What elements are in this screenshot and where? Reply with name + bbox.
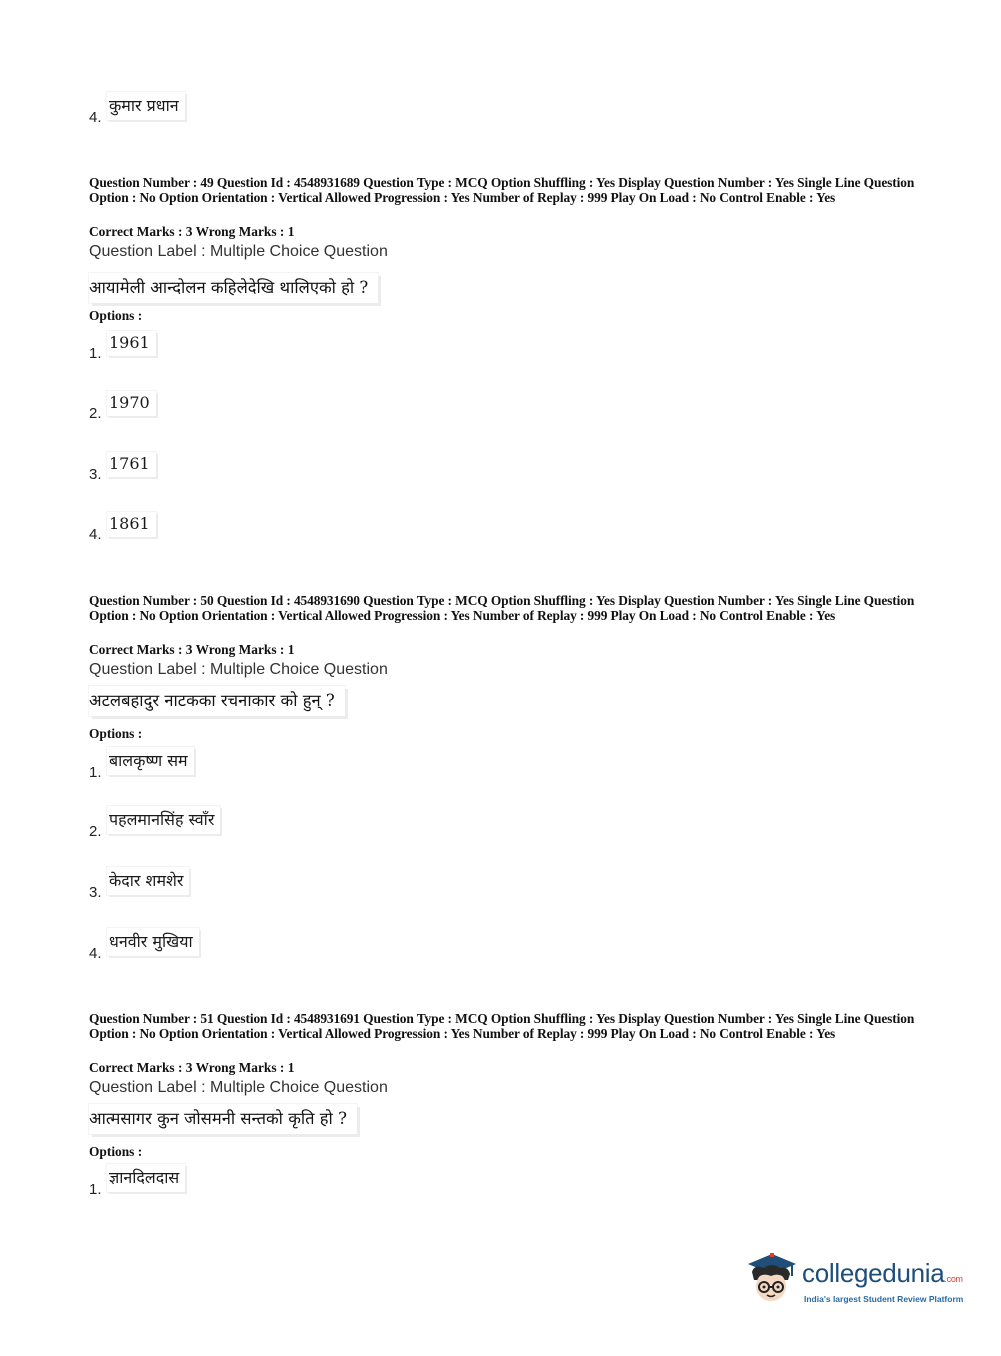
question-meta: Question Number : 51 Question Id : 4548931691 Question Type : MCQ Option Shuffling : Yes Display Question Number : Yes Single Line Question Option : No Option Orientation : Vertical Allowed Progression : Yes Number of Replay : 999 Play On Load : No Control Enable : Yes bbox=[89, 1011, 915, 1041]
question-text: आयामेली आन्दोलन कहिलेदेखि थालिएको हो ? bbox=[89, 273, 378, 303]
options-label: Options : bbox=[89, 308, 143, 323]
logo-suffix: .com bbox=[944, 1274, 963, 1284]
question-marks: Correct Marks : 3 Wrong Marks : 1 bbox=[89, 642, 295, 657]
option-text: ज्ञानदिलदास bbox=[107, 1164, 185, 1192]
collegedunia-logo bbox=[742, 1250, 972, 1312]
options-label: Options : bbox=[89, 1144, 143, 1159]
question-label: Question Label : Multiple Choice Question bbox=[89, 661, 388, 678]
question-marks: Correct Marks : 3 Wrong Marks : 1 bbox=[89, 1060, 295, 1075]
option-number: 2. bbox=[89, 405, 102, 422]
option-text: धनवीर मुखिया bbox=[107, 928, 199, 956]
option-text: 1970 bbox=[107, 391, 156, 416]
option-text: पहलमानसिंह स्वाँर bbox=[107, 806, 220, 834]
option-number: 1. bbox=[89, 764, 102, 781]
option-text: केदार शमशेर bbox=[107, 867, 189, 895]
option-number: 3. bbox=[89, 884, 102, 901]
option-number: 3. bbox=[89, 466, 102, 483]
option-number: 1. bbox=[89, 1181, 102, 1198]
option-text: कुमार प्रधान bbox=[107, 92, 185, 120]
option-number: 4. bbox=[89, 945, 102, 962]
question-label: Question Label : Multiple Choice Question bbox=[89, 243, 388, 260]
question-meta: Question Number : 49 Question Id : 4548931689 Question Type : MCQ Option Shuffling : Yes Display Question Number : Yes Single Line Question Option : No Option Orientation : Vertical Allowed Progression : Yes Number of Replay : 999 Play On Load : No Control Enable : Yes bbox=[89, 175, 915, 205]
options-label: Options : bbox=[89, 726, 143, 741]
question-text: आत्मसागर कुन जोसमनी सन्तको कृति हो ? bbox=[89, 1104, 357, 1134]
option-text: 1861 bbox=[107, 512, 156, 537]
logo-wordmark bbox=[802, 1258, 963, 1289]
question-marks: Correct Marks : 3 Wrong Marks : 1 bbox=[89, 224, 295, 239]
option-text: 1761 bbox=[107, 452, 156, 477]
mascot-icon bbox=[742, 1250, 800, 1308]
question-text: अटलबहादुर नाटकका रचनाकार को हुन् ? bbox=[89, 686, 345, 716]
option-text: बालकृष्ण सम bbox=[107, 747, 194, 775]
logo-tagline: India's largest Student Review Platform bbox=[804, 1294, 964, 1304]
option-number: 4. bbox=[89, 109, 102, 126]
option-text: 1961 bbox=[107, 331, 156, 356]
option-number: 2. bbox=[89, 823, 102, 840]
question-label: Question Label : Multiple Choice Question bbox=[89, 1079, 388, 1096]
logo-name: collegedunia bbox=[802, 1258, 945, 1288]
question-meta: Question Number : 50 Question Id : 4548931690 Question Type : MCQ Option Shuffling : Yes Display Question Number : Yes Single Line Question Option : No Option Orientation : Vertical Allowed Progression : Yes Number of Replay : 999 Play On Load : No Control Enable : Yes bbox=[89, 593, 915, 623]
option-number: 4. bbox=[89, 526, 102, 543]
option-number: 1. bbox=[89, 345, 102, 362]
